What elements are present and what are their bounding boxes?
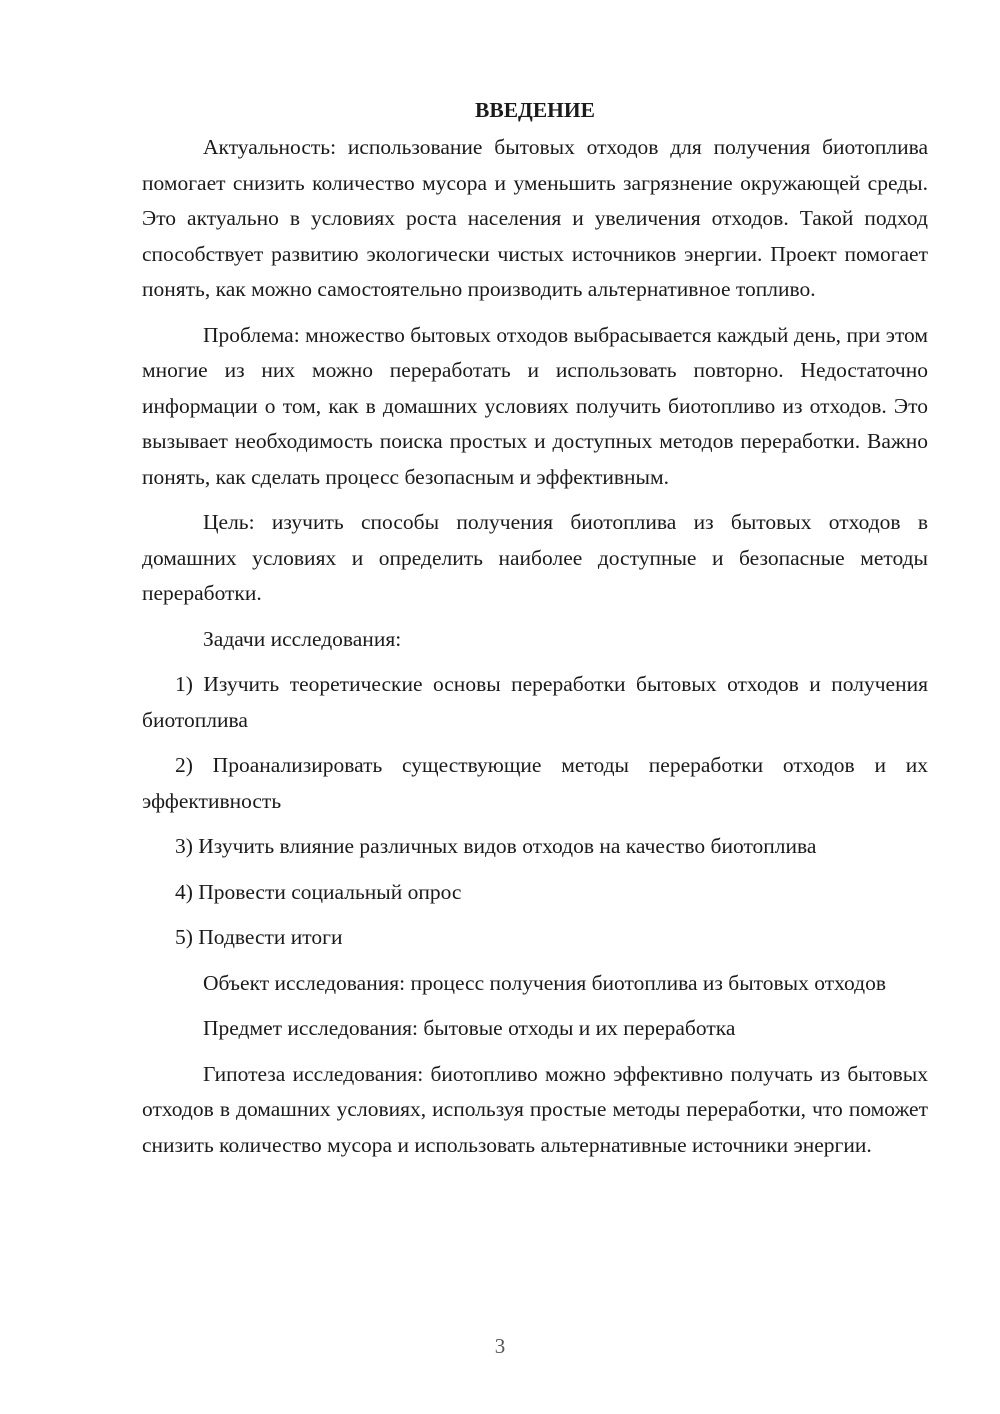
- relevance-paragraph: Актуальность: использование бытовых отходов для получения биотоплива помогает снизить количество мусора и уменьшить загрязнение окружающей среды. Это актуально в условиях роста населения и увеличения отходов. Такой подход способствует развитию экологически чистых источников энергии. Проект помогает понять, как можно самостоятельно производить альтернативное топливо.: [142, 135, 928, 301]
- tasks-heading: Задачи исследования:: [203, 626, 402, 651]
- section-title: ВВЕДЕНИЕ: [475, 98, 595, 122]
- object-paragraph: Объект исследования: процесс получения биотоплива из бытовых отходов: [203, 970, 886, 995]
- page-number: 3: [494, 1334, 506, 1358]
- task-item-4: 4) Провести социальный опрос: [175, 879, 462, 904]
- tasks-list: [142, 667, 928, 956]
- goal-paragraph: Цель: изучить способы получения биотоплива из бытовых отходов в домашних условиях и определить наиболее доступные и безопасные методы переработки.: [142, 510, 928, 605]
- problem-paragraph: Проблема: множество бытовых отходов выбрасывается каждый день, при этом многие из них можно переработать и использовать повторно. Недостаточно информации о том, как в домашних условиях получить биотопливо из отходов. Это вызывает необходимость поиска простых и доступных методов переработки. Важно понять, как сделать процесс безопасным и эффективным.: [142, 322, 928, 489]
- hypothesis-paragraph: Гипотеза исследования: биотопливо можно эффективно получать из бытовых отходов в домашних условиях, используя простые методы переработки, что поможет снизить количество мусора и использовать альтернативные источники энергии.: [142, 1061, 928, 1157]
- subject-paragraph: Предмет исследования: бытовые отходы и их переработка: [203, 1016, 736, 1040]
- document-page: [142, 92, 928, 1173]
- task-item-1: 1) Изучить теоретические основы переработки бытовых отходов и получения биотоплива: [142, 672, 928, 732]
- task-item-2: 2) Проанализировать существующие методы переработки отходов и их эффективность: [142, 753, 928, 813]
- task-item-3: 3) Изучить влияние различных видов отходов на качество биотоплива: [175, 834, 817, 858]
- task-item-5: 5) Подвести итоги: [175, 925, 343, 949]
